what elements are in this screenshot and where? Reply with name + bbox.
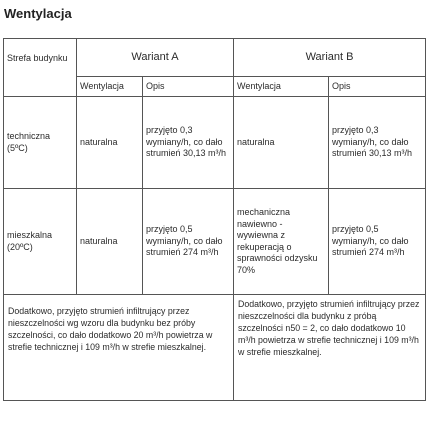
note-variant-b: Dodatkowo, przyjęto strumień infiltrujący przez nieszczelności dla budynku z próbą szczelności n50 = 2, co dało dodatkowo 10 m³/h powietrza w strefie technicznej i 109 m³/h w strefie mieszkalnej.	[234, 295, 426, 401]
zone-technical: techniczna (5ºC)	[4, 97, 77, 189]
b-description-residential: przyjęto 0,5 wymiany/h, co dało strumień 274 m³/h	[329, 189, 426, 295]
variant-a-header: Wariant A	[77, 39, 234, 77]
a-description-technical: przyjęto 0,3 wymiany/h, co dało strumień 30,13 m³/h	[143, 97, 234, 189]
notes-row	[4, 295, 426, 401]
a-ventilation-residential: naturalna	[77, 189, 143, 295]
page-title: Wentylacja	[4, 6, 72, 21]
b-ventilation-residential: mechaniczna nawiewno - wywiewna z rekuperacją o sprawności odzysku 70%	[234, 189, 329, 295]
b-description-header: Opis	[329, 77, 426, 97]
a-ventilation-technical: naturalna	[77, 97, 143, 189]
b-description-technical: przyjęto 0,3 wymiany/h, co dało strumień 30,13 m³/h	[329, 97, 426, 189]
table-row	[4, 97, 426, 189]
a-ventilation-header: Wentylacja	[77, 77, 143, 97]
zone-header-cell: Strefa budynku	[4, 39, 77, 97]
ventilation-table	[3, 38, 426, 401]
a-description-residential: przyjęto 0,5 wymiany/h, co dało strumień 274 m³/h	[143, 189, 234, 295]
zone-residential: mieszkalna (20ºC)	[4, 189, 77, 295]
note-variant-a: Dodatkowo, przyjęto strumień infiltrujący przez nieszczelności wg wzoru dla budynku bez próby szczelności, co dało dodatkowo 20 m³/h powietrza w strefie technicznej i 109 m³/h w strefie mieszkalnej.	[4, 295, 234, 401]
b-ventilation-technical: naturalna	[234, 97, 329, 189]
variant-b-header: Wariant B	[234, 39, 426, 77]
table-row	[4, 189, 426, 295]
header-row	[4, 39, 426, 77]
a-description-header: Opis	[143, 77, 234, 97]
b-ventilation-header: Wentylacja	[234, 77, 329, 97]
